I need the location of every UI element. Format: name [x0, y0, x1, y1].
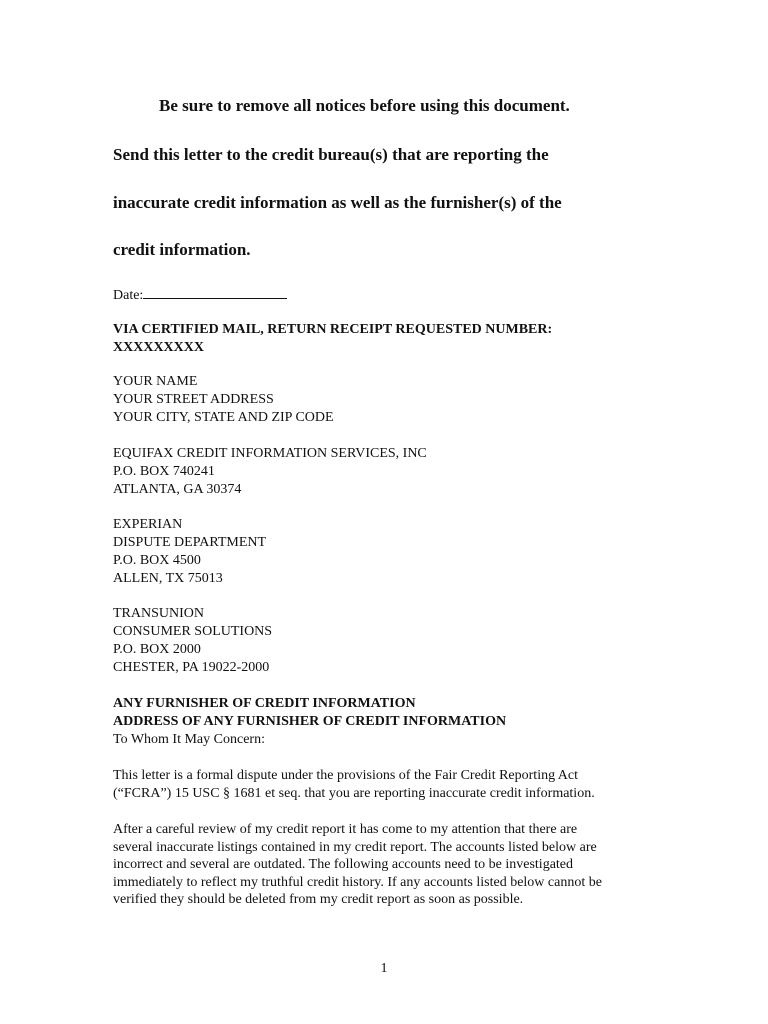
certified-mail-block [113, 321, 552, 357]
date-field [113, 285, 287, 305]
experian-address [113, 516, 266, 588]
experian-city: ALLEN, TX 75013 [113, 571, 223, 586]
sender-city: YOUR CITY, STATE AND ZIP CODE [113, 410, 334, 425]
sender-street: YOUR STREET ADDRESS [113, 392, 274, 407]
transunion-dept: CONSUMER SOLUTIONS [113, 624, 273, 639]
sender-address [113, 373, 334, 427]
certified-mail-number: XXXXXXXXX [113, 340, 204, 355]
transunion-address [113, 605, 272, 677]
paragraph-2-line: incorrect and several are outdated. The following accounts need to be investigated [113, 857, 574, 873]
furnisher-block [113, 695, 506, 731]
paragraph-2-line: verified they should be deleted from my credit report as soon as possible. [113, 892, 524, 908]
date-blank-line [143, 285, 287, 299]
experian-name: EXPERIAN [113, 517, 183, 532]
paragraph-2 [113, 821, 658, 909]
paragraph-2-line: several inaccurate listings contained in my credit report. The accounts listed below are [113, 839, 597, 855]
experian-dept: DISPUTE DEPARTMENT [113, 535, 267, 550]
paragraph-1 [113, 767, 658, 802]
furnisher-address: ADDRESS OF ANY FURNISHER OF CREDIT INFORMATION [113, 714, 507, 729]
certified-mail-line: VIA CERTIFIED MAIL, RETURN RECEIPT REQUESTED NUMBER: [113, 322, 553, 337]
page-number: 1 [380, 961, 388, 976]
salutation: To Whom It May Concern: [113, 732, 265, 747]
paragraph-2-line: After a careful review of my credit report it has come to my attention that there are [113, 822, 578, 837]
notice-line-3: inaccurate credit information as well as the furnisher(s) of the [113, 193, 562, 212]
paragraph-2-line: immediately to reflect my truthful credit history. If any accounts listed below cannot be [113, 874, 602, 890]
experian-box: P.O. BOX 4500 [113, 553, 201, 568]
notice-line-4: credit information. [113, 240, 251, 259]
equifax-name: EQUIFAX CREDIT INFORMATION SERVICES, INC [113, 446, 427, 461]
equifax-box: P.O. BOX 740241 [113, 464, 215, 479]
notice-line-2: Send this letter to the credit bureau(s) that are reporting the [113, 145, 549, 164]
transunion-name: TRANSUNION [113, 606, 204, 621]
date-label: Date: [113, 288, 144, 303]
furnisher-name: ANY FURNISHER OF CREDIT INFORMATION [113, 696, 416, 711]
equifax-city: ATLANTA, GA 30374 [113, 482, 242, 497]
transunion-box: P.O. BOX 2000 [113, 642, 201, 657]
transunion-city: CHESTER, PA 19022-2000 [113, 660, 270, 675]
equifax-address [113, 445, 427, 499]
notice-line-1: Be sure to remove all notices before using this document. [159, 96, 570, 115]
sender-name: YOUR NAME [113, 374, 198, 389]
paragraph-1-line: (“FCRA”) 15 USC § 1681 et seq. that you are reporting inaccurate credit information. [113, 785, 595, 801]
paragraph-1-line: This letter is a formal dispute under the provisions of the Fair Credit Reporting Act [113, 768, 579, 783]
